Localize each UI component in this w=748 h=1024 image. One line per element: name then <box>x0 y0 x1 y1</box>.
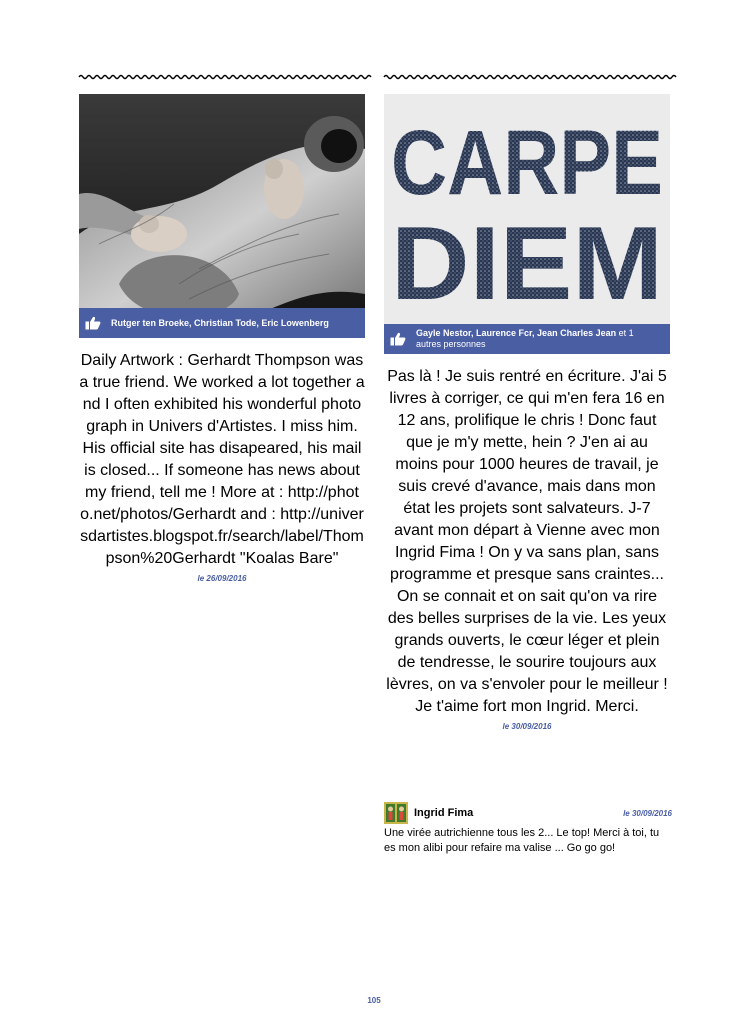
bw-photo-figures-on-driftwood <box>79 94 365 338</box>
comment-header <box>384 802 672 824</box>
post-text: Daily Artwork : Gerhardt Thompson was a true friend. We worked a lot together and I often exhibited his wonderful photograph in Univers d'Artistes. I miss him. His official site has disapeared, his mail is closed... If someone has news about my friend, tell me ! More at : http://photo.net/photos/Gerhardt and : http://universdartistes.blogspot.fr/search/label/Thompson%20Gerhardt "Koalas Bare" <box>79 352 365 567</box>
avatar[interactable] <box>384 802 408 824</box>
carpe-diem-image <box>384 94 670 354</box>
left-post <box>79 70 365 583</box>
comment-text: Une virée autrichienne tous les 2... Le top! Merci à toi, tu es mon alibi pour refaire ma valise ... Go go go! <box>384 827 660 854</box>
thumbs-up-icon[interactable] <box>390 332 406 346</box>
post-photo[interactable] <box>79 94 365 338</box>
page-number: 105 <box>367 996 381 1005</box>
like-names <box>416 328 634 350</box>
like-bar <box>384 324 670 354</box>
post-photo[interactable] <box>384 94 670 354</box>
like-bar <box>79 308 365 338</box>
comment-date: le 30/09/2016 <box>623 808 672 818</box>
right-post <box>384 70 670 731</box>
post-text: Pas là ! Je suis rentré en écriture. J'ai 5 livres à corriger, ce qui m'en fera 16 en 12 ans, prolifique le chris ! Donc faut que je m'y mette, hein ? J'en ai au moins pour 1000 heures de travail, je suis crevé d'avance, mais dans mon état les projets sont salvateurs. J-7 avant mon départ à Vienne avec mon Ingrid Fima ! On y va sans plan, sans programme et presque sans craintes... On se connait et on sait qu'on va rire des belles surprises de la vie. Les yeux grands ouverts, le cœur léger et plein de tendresse, le sourire toujours aux lèvres, on va s'envoler pour le meilleur ! Je t'aime fort mon Ingrid. Merci. <box>386 368 668 715</box>
image-text-diem: DIEM <box>391 206 663 322</box>
squiggle-divider <box>384 70 670 84</box>
comment-author[interactable]: Ingrid Fima <box>414 807 474 819</box>
like-connector: et 1 <box>618 328 634 338</box>
image-text-carpe: CARPE <box>391 112 663 214</box>
squiggle-divider <box>79 70 365 84</box>
like-names-list: Gayle Nestor, Laurence Fcr, Jean Charles Jean <box>416 328 617 338</box>
comment <box>384 802 672 856</box>
like-more[interactable]: autres personnes <box>416 339 486 349</box>
post-date: le 30/09/2016 <box>502 722 552 731</box>
post-date: le 26/09/2016 <box>197 574 247 583</box>
like-names: Rutger ten Broeke, Christian Tode, Eric Lowenberg <box>111 317 329 328</box>
thumbs-up-icon[interactable] <box>85 316 101 330</box>
